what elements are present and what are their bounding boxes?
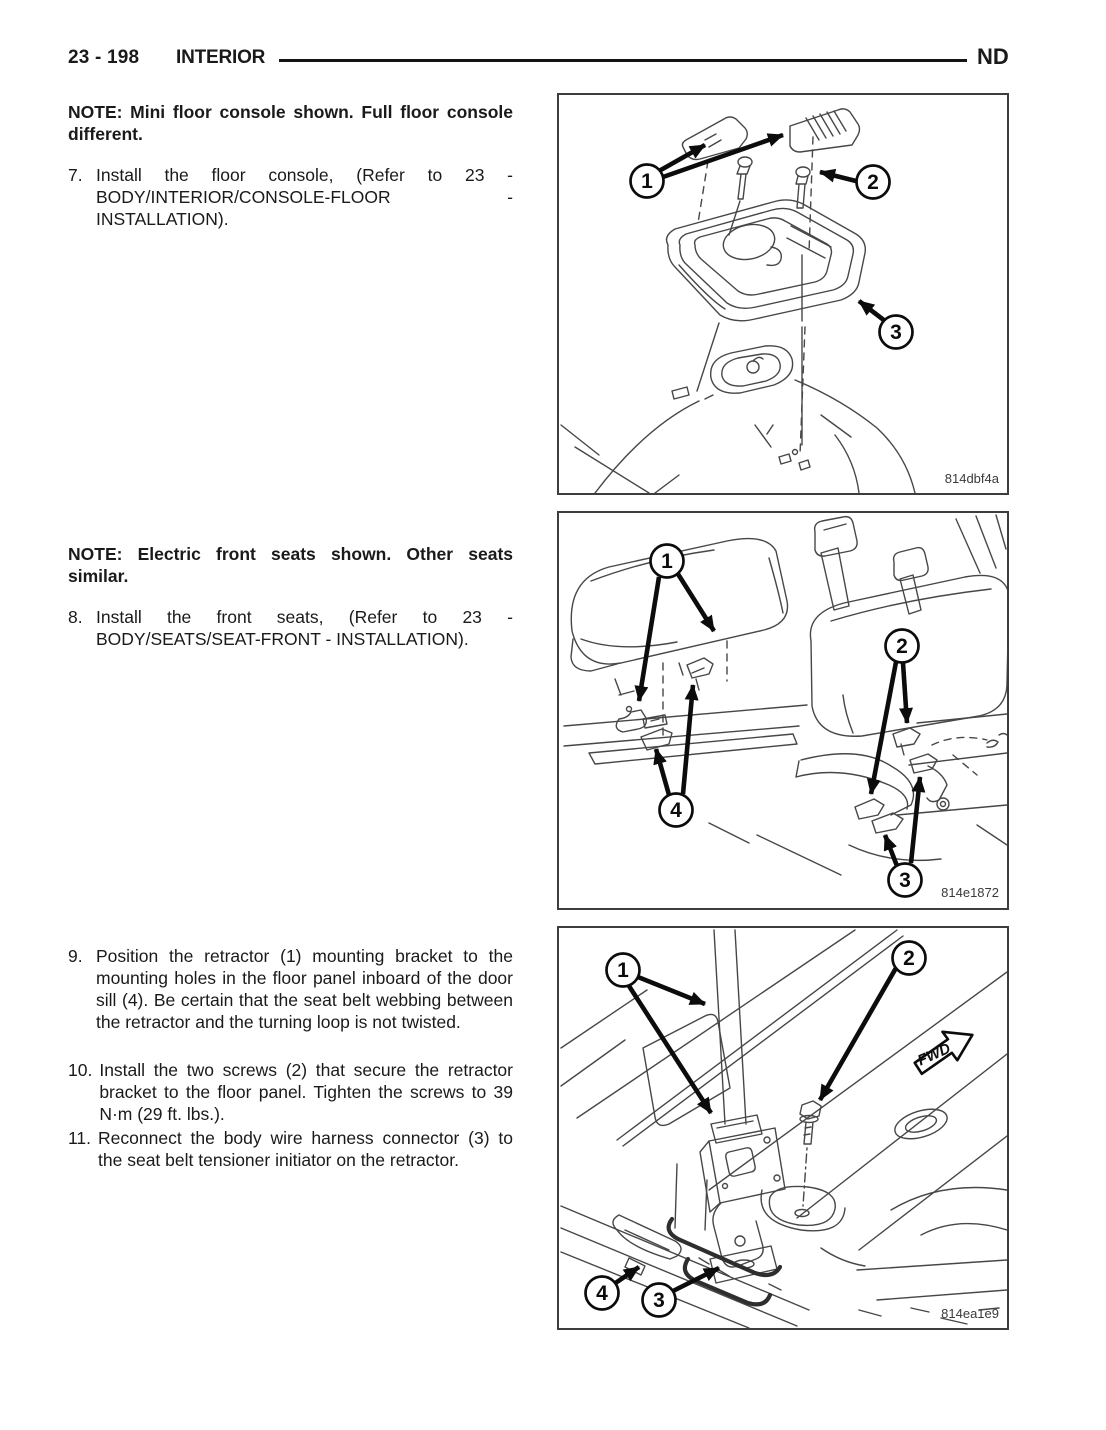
callout-3-arrow (885, 835, 897, 866)
svg-text:4: 4 (670, 799, 682, 822)
callout-1 (651, 545, 684, 578)
callout-1 (607, 954, 640, 987)
callout-1-arrow (678, 574, 714, 631)
fwd-arrow (908, 1021, 979, 1076)
svg-text:1: 1 (617, 959, 629, 982)
callout-1-arrow (638, 977, 705, 1004)
step-number: 11. (68, 1128, 92, 1148)
callout-3 (889, 864, 922, 897)
svg-text:1: 1 (641, 170, 653, 193)
callout-2 (893, 942, 926, 975)
header-model-code: ND (977, 44, 1009, 69)
callout-1 (631, 165, 664, 198)
step-text: Install the floor console, (Refer to 23 - BODY/INTERIOR/CONSOLE-FLOOR - INSTALLATION). (96, 165, 513, 229)
callout-2 (886, 630, 919, 663)
step-8 (68, 606, 513, 650)
step-text: Install the two screws (2) that secure the retractor bracket to the floor panel. Tighten the screws to 39 N·m (29 ft. lbs.). (99, 1060, 513, 1124)
header-page-number: 23 - 198 (68, 47, 140, 68)
svg-text:2: 2 (903, 947, 915, 970)
figure-front-seats (557, 511, 1009, 910)
seats-line-art (564, 515, 1007, 875)
svg-text:FWD: FWD (915, 1039, 954, 1070)
callout-1-arrow (629, 986, 711, 1113)
front-seats-drawing (559, 513, 1007, 908)
figure-code-label: 814ea1e9 (941, 1306, 999, 1321)
svg-text:4: 4 (596, 1282, 608, 1305)
note-front-seats: NOTE: Electric front seats shown. Other seats similar. (68, 544, 513, 586)
callout-3 (643, 1284, 676, 1317)
step-7 (68, 164, 513, 230)
callout-4-arrow (683, 685, 693, 794)
figure-code-label: 814dbf4a (944, 471, 999, 486)
callout-2-arrow (820, 172, 856, 181)
step-10 (68, 1059, 513, 1125)
svg-text:3: 3 (899, 869, 911, 892)
retractor-line-art (561, 930, 1007, 1328)
svg-text:2: 2 (867, 171, 879, 194)
callout-2-arrow (871, 662, 896, 794)
step-number: 10. (68, 1060, 93, 1080)
callout-2 (857, 166, 890, 199)
step-9 (68, 945, 513, 1033)
floor-console-drawing (559, 95, 1007, 493)
callout-4 (586, 1277, 619, 1310)
step-number: 8. (68, 607, 83, 627)
header-section-title: INTERIOR (176, 47, 266, 68)
step-text: Reconnect the body wire harness connector (3) to the seat belt tensioner initiator on the retractor. (98, 1128, 513, 1170)
retractor-drawing (559, 928, 1007, 1328)
callout-3-arrow (859, 301, 885, 321)
callout-1-arrow (639, 577, 659, 701)
callout-4-arrow (656, 749, 669, 795)
figure-code-label: 814e1872 (941, 885, 999, 900)
svg-text:3: 3 (890, 321, 902, 344)
step-text: Install the front seats, (Refer to 23 - BODY/SEATS/SEAT-FRONT - INSTALLATION). (96, 607, 513, 649)
figure-retractor (557, 926, 1009, 1330)
callout-3 (880, 316, 913, 349)
svg-text:1: 1 (661, 550, 673, 573)
svg-text:2: 2 (896, 635, 908, 658)
figure-floor-console (557, 93, 1009, 495)
step-number: 7. (68, 165, 83, 185)
step-11 (68, 1127, 513, 1171)
step-number: 9. (68, 946, 83, 966)
callout-2-arrow (903, 663, 907, 723)
header-rule (279, 59, 967, 62)
note-floor-console: NOTE: Mini floor console shown. Full floor console different. (68, 102, 513, 144)
step-text: Position the retractor (1) mounting bracket to the mounting holes in the floor panel inboard of the door sill (4). Be certain that the seat belt webbing between the retractor and the turning loop is not twisted. (96, 946, 513, 1032)
callout-4 (660, 794, 693, 827)
svg-text:3: 3 (653, 1289, 665, 1312)
